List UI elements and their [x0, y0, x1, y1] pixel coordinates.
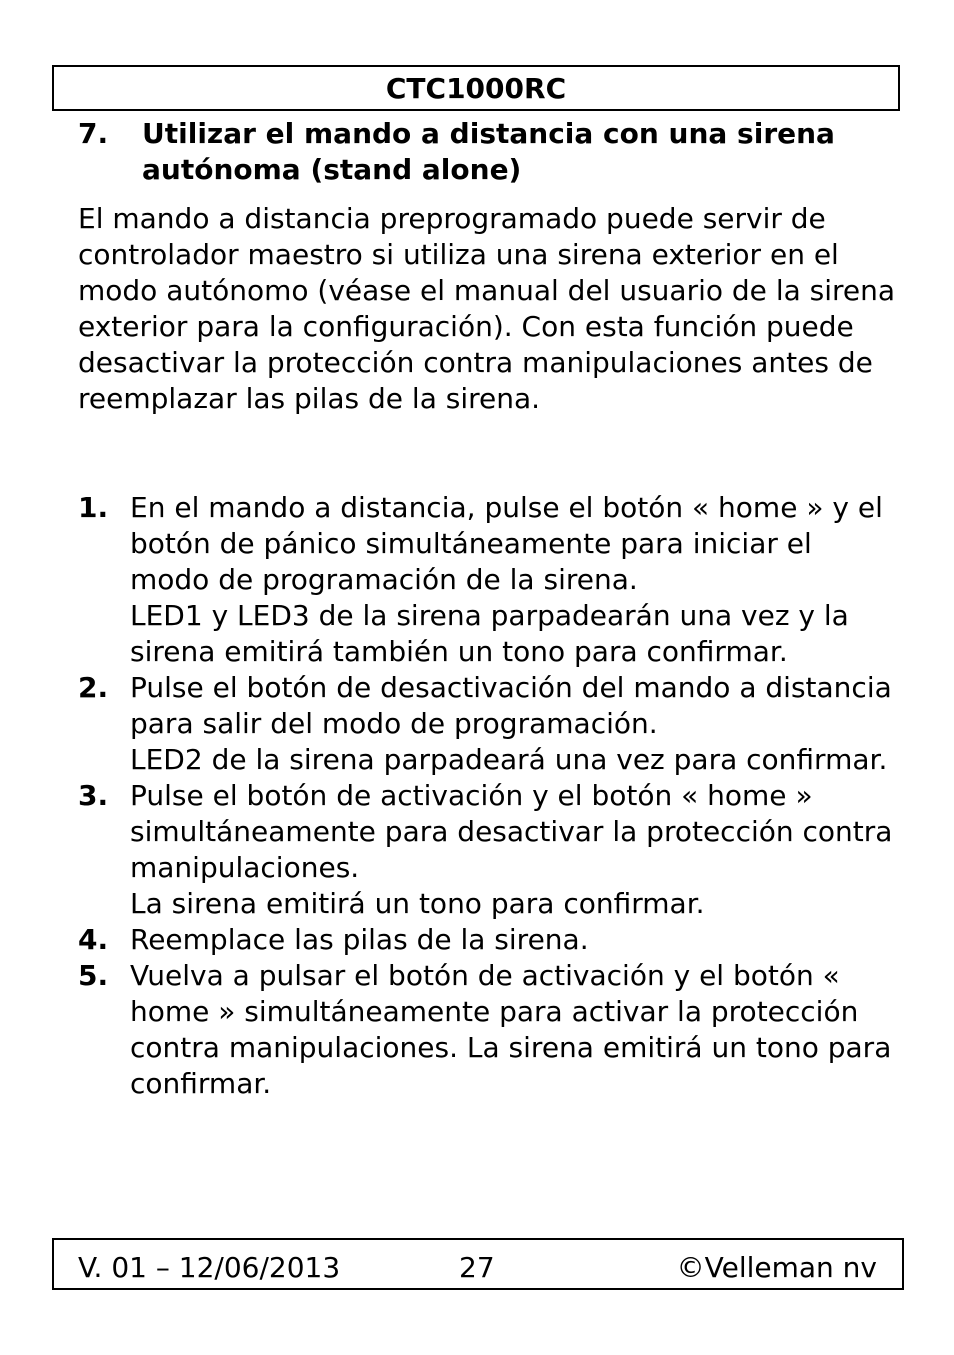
model-name: CTC1000RC	[385, 71, 567, 105]
step-number: 3.	[78, 779, 109, 812]
step-text: En el mando a distancia, pulse el botón « home » y el botón de pánico simultáneamente para iniciar el modo de programación de la sirena.	[130, 491, 883, 596]
version-date: V. 01 – 12/06/2013	[78, 1251, 341, 1284]
steps-list	[78, 490, 898, 1102]
page-number: 27	[459, 1251, 495, 1284]
step-note: LED1 y LED3 de la sirena parpadearán una vez y la sirena emitirá también un tono para confirmar.	[130, 599, 849, 668]
step-number: 5.	[78, 959, 109, 992]
list-item	[78, 670, 898, 778]
step-number: 1.	[78, 491, 109, 524]
step-number: 4.	[78, 923, 109, 956]
step-text: Pulse el botón de desactivación del mando a distancia para salir del modo de programación.	[130, 671, 892, 740]
list-item	[78, 958, 898, 1102]
list-item	[78, 778, 898, 922]
intro-paragraph: El mando a distancia preprogramado puede servir de controlador maestro si utiliza una sirena exterior en el modo autónomo (véase el manual del usuario de la sirena exterior para la configuración). Con esta función puede desactivar la protección contra manipulaciones antes de reemplazar las pilas de la sirena.	[78, 202, 896, 415]
step-number: 2.	[78, 671, 109, 704]
page-footer	[52, 1238, 904, 1290]
step-text: Reemplace las pilas de la sirena.	[130, 923, 589, 956]
section-number: 7.	[78, 117, 109, 150]
step-text: Pulse el botón de activación y el botón « home » simultáneamente para desactivar la protección contra manipulaciones.	[130, 779, 893, 884]
list-item	[78, 922, 898, 958]
section-title: Utilizar el mando a distancia con una sirena autónoma (stand alone)	[142, 117, 835, 186]
step-note: La sirena emitirá un tono para confirmar.	[130, 887, 705, 920]
section-heading	[78, 116, 898, 188]
list-item	[78, 490, 898, 670]
copyright: ©Velleman nv	[676, 1251, 877, 1284]
step-note: LED2 de la sirena parpadeará una vez para confirmar.	[130, 743, 888, 776]
step-text: Vuelva a pulsar el botón de activación y el botón « home » simultáneamente para activar la protección contra manipulaciones. La sirena emitirá un tono para confirmar.	[130, 959, 892, 1100]
page-header	[52, 65, 900, 111]
